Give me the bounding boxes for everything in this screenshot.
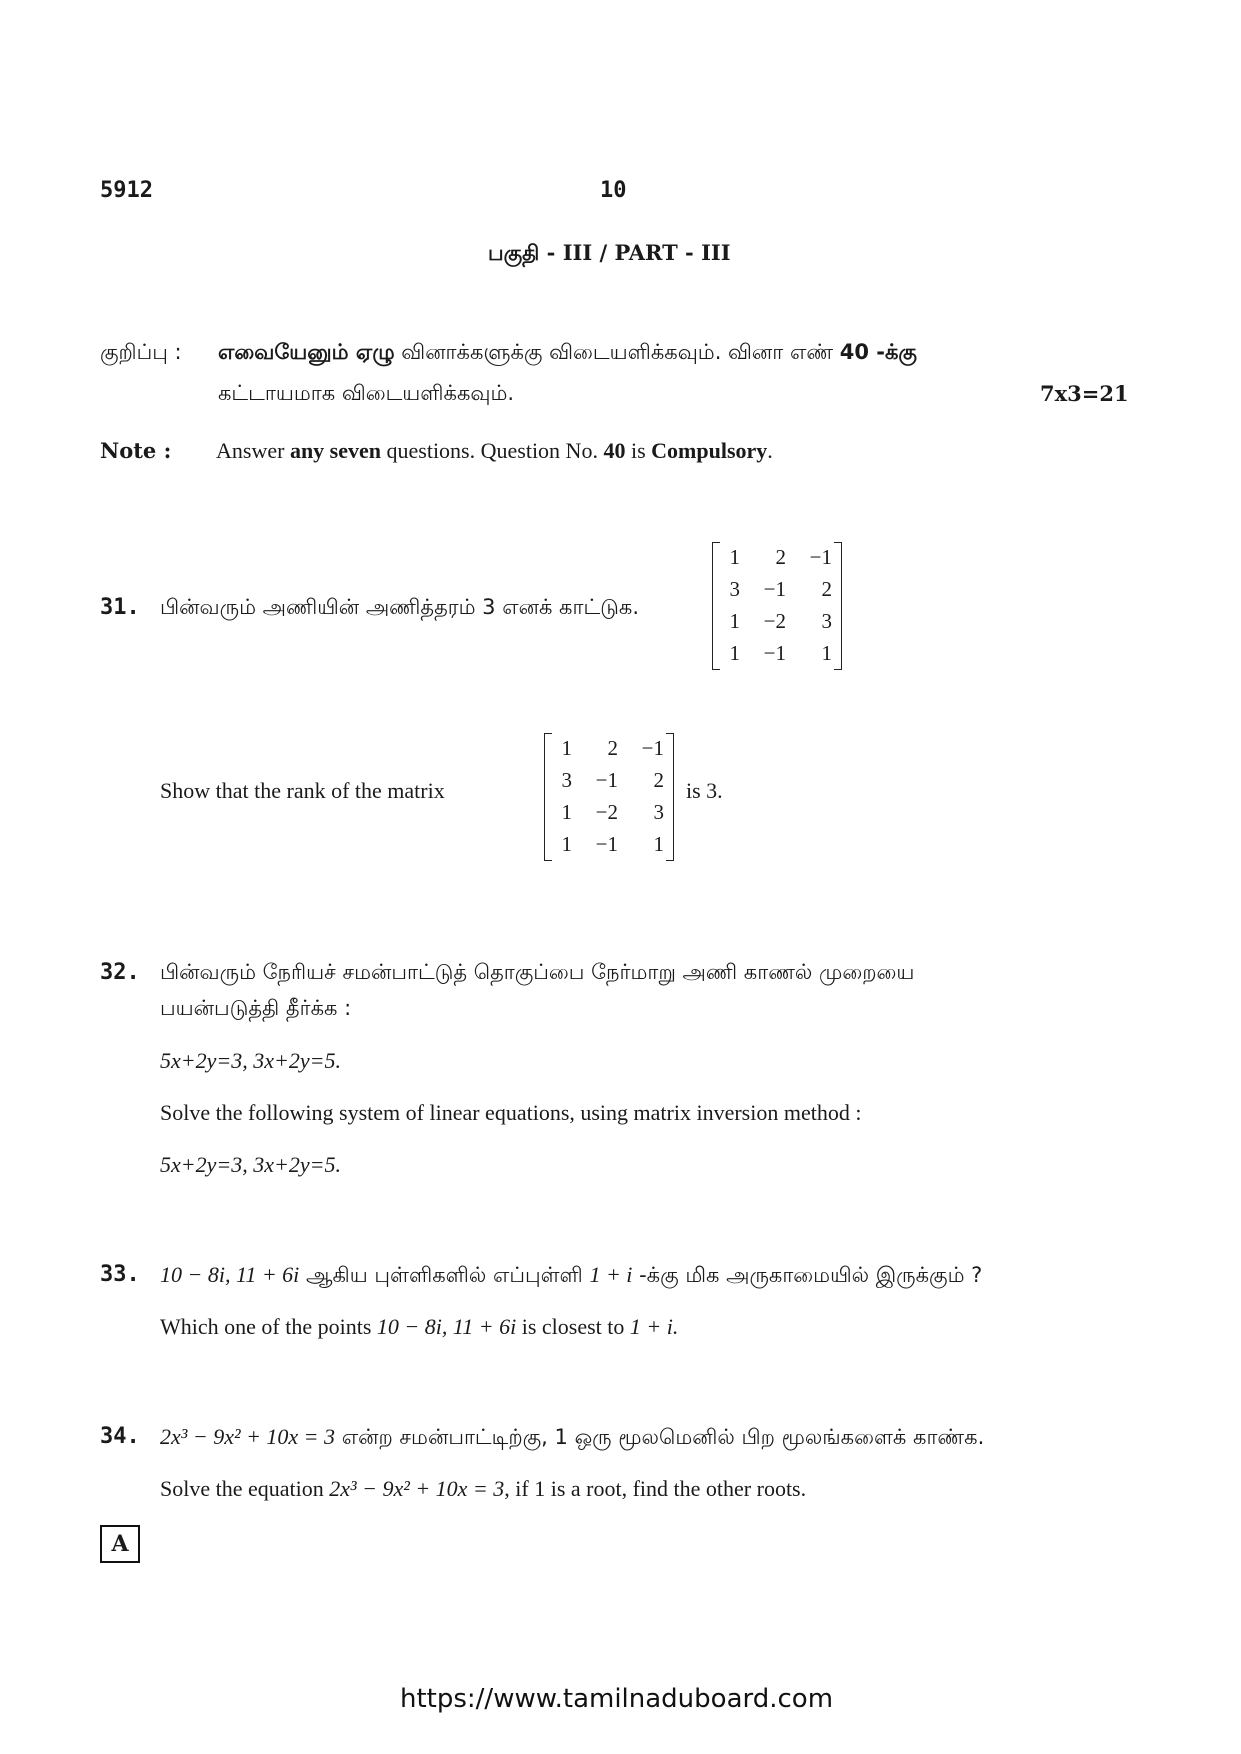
- matrix-cell: −1: [595, 768, 618, 792]
- q34-tamil-math: 2x³ − 9x² + 10x = 3: [160, 1424, 336, 1449]
- matrix-cell: −2: [763, 609, 786, 633]
- note-text-a: Answer: [216, 438, 290, 463]
- q34-english-math: 2x³ − 9x² + 10x = 3: [329, 1476, 505, 1501]
- bracket-right: [834, 542, 842, 670]
- q31-matrix-english: [544, 733, 674, 861]
- q31-tamil: பின்வரும் அணியின் அணித்தரம் 3 எனக் காட்டுக.: [160, 595, 640, 619]
- page-number: 10: [600, 178, 627, 203]
- paper-code: 5912: [100, 178, 153, 203]
- marks: 7x3=21: [1040, 381, 1129, 406]
- note-tamil-line2: கட்டாயமாக விடையளிக்கவும்.: [218, 381, 515, 405]
- q31-matrix-tamil: [712, 542, 842, 670]
- matrix-cell: −2: [595, 800, 618, 824]
- matrix-cell: −1: [763, 577, 786, 601]
- q34-number: 34.: [100, 1424, 140, 1449]
- note-tamil-label: குறிப்பு :: [100, 340, 182, 364]
- q32-tamil-line1: பின்வரும் நேரியச் சமன்பாட்டுத் தொகுப்பை நேர்மாறு அணி காணல் முறையை: [160, 960, 915, 984]
- q32-equation2: 5x+2y=3, 3x+2y=5.: [160, 1152, 341, 1177]
- note-tamil-tail: -க்கு: [868, 340, 917, 364]
- q33-tamil-text: ஆகிய புள்ளிகளில் எப்புள்ளி: [299, 1263, 590, 1287]
- q33-english: [160, 1314, 678, 1340]
- matrix-cell: 2: [607, 736, 618, 760]
- note-tamil-line1: [218, 340, 917, 367]
- matrix-cell: 2: [775, 545, 786, 569]
- q31-english-pre: Show that the rank of the matrix: [160, 778, 445, 803]
- matrix-cell: 1: [821, 641, 832, 665]
- q33-tamil-tail: -க்கு மிக அருகாமையில் இருக்கும் ?: [632, 1263, 983, 1287]
- q33-english-mid: is closest to: [516, 1314, 630, 1339]
- matrix-cell: 1: [561, 736, 572, 760]
- matrix-cell: 1: [561, 832, 572, 856]
- note-tamil-bold: எவையேனும் ஏழு: [218, 340, 395, 364]
- q32-equation1: 5x+2y=3, 3x+2y=5.: [160, 1048, 341, 1073]
- q33-tamil: [160, 1262, 982, 1290]
- matrix-cell: −1: [763, 641, 786, 665]
- q34-tamil: [160, 1424, 984, 1452]
- part-title: பகுதி - III / PART - III: [488, 240, 731, 265]
- version-box: A: [100, 1525, 140, 1563]
- q33-english-math: 10 − 8i, 11 + 6i: [376, 1314, 517, 1339]
- matrix-cell: 1: [561, 800, 572, 824]
- footer-url[interactable]: https://www.tamilnaduboard.com: [400, 1684, 834, 1714]
- q31-number: 31.: [100, 595, 140, 620]
- matrix-cell: −1: [595, 832, 618, 856]
- note-text-d: 40: [603, 438, 626, 463]
- q33-english-pre: Which one of the points: [160, 1314, 377, 1339]
- note-english-text: [216, 438, 773, 464]
- matrix-cell: 1: [729, 545, 740, 569]
- note-tamil-num: 40: [839, 340, 869, 364]
- matrix-cell: 3: [729, 577, 740, 601]
- q34-english-post: , if 1 is a root, find the other roots.: [504, 1476, 807, 1501]
- note-text-c: questions. Question No.: [381, 438, 604, 463]
- bracket-right: [666, 733, 674, 861]
- note-text-b: any seven: [289, 438, 381, 463]
- q34-tamil-text: என்ற சமன்பாட்டிற்கு, 1 ஒரு மூலமெனில் பிற மூலங்களைக் காண்க.: [335, 1425, 985, 1449]
- matrix-cell: 1: [729, 609, 740, 633]
- q34-english: [160, 1476, 806, 1502]
- note-text-e: is: [625, 438, 652, 463]
- q33-number: 33.: [100, 1262, 140, 1287]
- matrix-cell: 3: [561, 768, 572, 792]
- note-english-label: Note :: [100, 438, 172, 463]
- q33-english-math2: 1 + i.: [629, 1314, 679, 1339]
- matrix-cell: 1: [729, 641, 740, 665]
- q32-tamil-line2: பயன்படுத்தி தீர்க்க :: [160, 996, 352, 1020]
- matrix-cell: −1: [641, 736, 664, 760]
- matrix-cell: 1: [653, 832, 664, 856]
- note-tamil-rest: வினாக்களுக்கு விடையளிக்கவும். வினா எண்: [394, 340, 840, 364]
- matrix-cell: 2: [653, 768, 664, 792]
- matrix-cell: −1: [809, 545, 832, 569]
- q34-english-pre: Solve the equation: [160, 1476, 330, 1501]
- matrix-cell: 3: [821, 609, 832, 633]
- q31-english-post: is 3.: [686, 778, 723, 803]
- q33-tamil-math: 10 − 8i, 11 + 6i: [160, 1262, 300, 1287]
- note-text-f: Compulsory: [651, 438, 768, 463]
- note-text-g: .: [767, 438, 773, 463]
- q32-number: 32.: [100, 960, 140, 985]
- q33-tamil-math2: 1 + i: [589, 1262, 633, 1287]
- matrix-cell: 2: [821, 577, 832, 601]
- matrix-cell: 3: [653, 800, 664, 824]
- q32-english: Solve the following system of linear equations, using matrix inversion method :: [160, 1100, 862, 1125]
